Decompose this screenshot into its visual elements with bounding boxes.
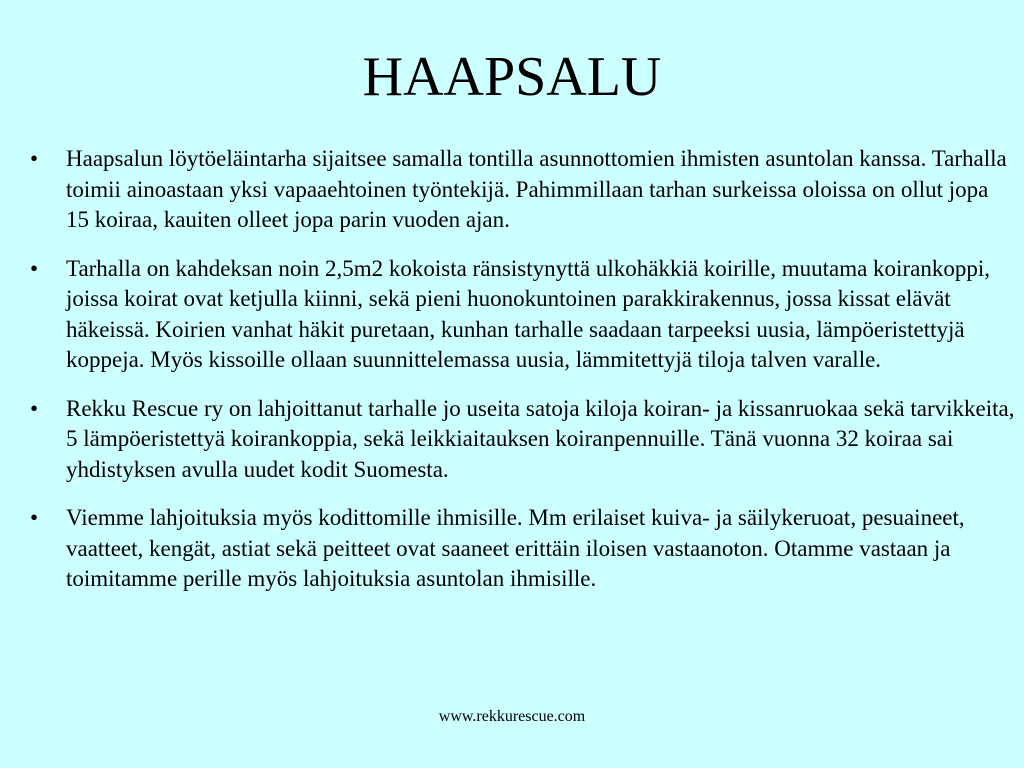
bullet-text: Tarhalla on kahdeksan noin 2,5m2 kokoista ränsistynyttä ulkohäkkiä koirille, muutama koirankoppi, joissa koirat ovat ketjulla kiinni, sekä pieni huonokuntoinen parakkirakennus, jossa kissat elävät häkeissä. Koirien vanhat häkit puretaan, kunhan tarhalle saadaan tarpeeksi uusia, lämpöeristettyjä koppeja. Myös kissoille ollaan suunnittelemassa uusia, lämmitettyjä tiloja talven varalle. — [66, 255, 990, 372]
bullet-icon: • — [30, 146, 39, 171]
list-item — [30, 254, 1015, 376]
bullet-icon: • — [30, 505, 39, 530]
bullet-list — [30, 144, 1015, 613]
list-item — [30, 394, 1015, 486]
bullet-text: Viemme lahjoituksia myös kodittomille ihmisille. Mm erilaiset kuiva- ja säilykeruoat, pesuaineet, vaatteet, kengät, astiat sekä peitteet ovat saaneet erittäin iloisen vastaanoton. Otamme vastaan ja toimitamme perille myös lahjoituksia asuntolan ihmisille. — [66, 505, 965, 591]
bullet-text: Haapsalun löytöeläintarha sijaitsee samalla tontilla asunnottomien ihmisten asuntolan kanssa. Tarhalla toimii ainoastaan yksi vapaaehtoinen työntekijä. Pahimmillaan tarhan surkeissa oloissa on ollut jopa 15 koiraa, kauiten olleet jopa parin vuoden ajan. — [66, 146, 1007, 232]
list-item — [30, 144, 1015, 236]
bullet-icon: • — [30, 255, 39, 281]
list-item — [30, 503, 1015, 595]
bullet-text: Rekku Rescue ry on lahjoittanut tarhalle jo useita satoja kiloja koiran- ja kissanruokaa sekä tarvikkeita, 5 lämpöeristettyä koirankoppia, sekä leikkiaitauksen koiranpennuille. Tänä vuonna 32 koiraa sai yhdistyksen avulla uudet kodit Suomesta. — [66, 395, 1015, 482]
footer-url: www.rekkurescue.com — [438, 708, 586, 725]
bullet-icon: • — [30, 395, 39, 421]
slide-title: HAAPSALU — [362, 46, 662, 108]
